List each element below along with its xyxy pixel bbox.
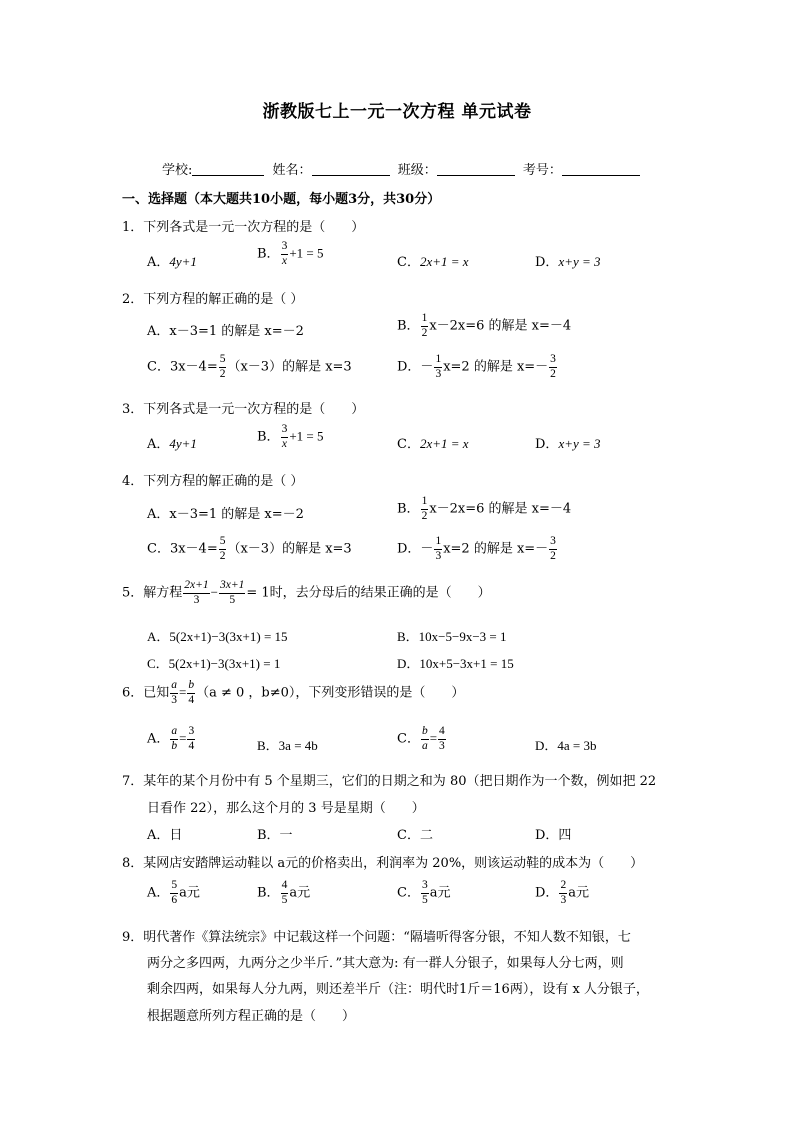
q4-option-d: D．－ $\frac{1}{3}$ x=2 的解是 x=－ $\frac{3}{2}$ [397, 535, 556, 562]
q8-option-c: C． $\frac{3}{5}$ a元 [397, 879, 451, 906]
question-9-line-4: 根据题意所列方程正确的是（ ） [147, 1009, 356, 1024]
exam-no-label: 考号： [522, 163, 562, 178]
q3-option-b: B． $\frac{3}{x}$ +1 = 5 [257, 423, 324, 450]
question-5-stem: 5．解方程 $\frac{2x+1}{3}$ − $\frac{3x+1}{5}$ = 1时，去分母后的结果正确的是（ ） [122, 579, 491, 606]
q6-option-b: B．3a = 4b [257, 738, 318, 753]
q1-option-b: B． $\frac{3}{x}$ +1 = 5 [257, 240, 324, 267]
question-7-line-1: 7．某年的某个月份中有 5 个星期三，它们的日期之和为 80（把日期作为一个数，例如把 22 [122, 774, 657, 789]
q7-option-d: D．四 [535, 828, 572, 843]
q8-option-d: D． $\frac{2}{3}$ a元 [535, 879, 589, 906]
question-8-stem: 8．某网店安踏牌运动鞋以 a元的价格卖出，利润率为 20%，则该运动鞋的成本为（ ） [122, 856, 644, 871]
q2-option-b: B． $\frac{1}{2}$ x－2x=6 的解是 x=－4 [397, 312, 572, 339]
question-1-stem: 1．下列各式是一元一次方程的是（ ） [122, 220, 365, 235]
question-9-line-3: 剩余四两，如果每人分九两，则还差半斤（注：明代时1斤＝16两），设有 x 人分银子， [147, 982, 649, 997]
section-heading: 一、选择题（本大题共10小题，每小题3分，共30分） [122, 192, 441, 207]
class-label: 班级： [397, 163, 437, 178]
q4-option-c: C．3x－4= $\frac{5}{2}$ （x－3）的解是 x=3 [147, 535, 352, 562]
q1-option-d: D．x+y = 3 [535, 254, 601, 270]
q3-option-d: D．x+y = 3 [535, 436, 601, 452]
name-blank[interactable] [312, 163, 390, 176]
question-3-stem: 3．下列各式是一元一次方程的是（ ） [122, 402, 365, 417]
q4-option-b: B． $\frac{1}{2}$ x－2x=6 的解是 x=－4 [397, 495, 572, 522]
q7-option-b: B．一 [257, 828, 293, 843]
q8-option-a: A． $\frac{5}{6}$ a元 [147, 879, 200, 906]
q3-option-c: C．2x+1 = x [397, 436, 469, 452]
question-4-stem: 4．下列方程的解正确的是（ ） [122, 474, 304, 489]
student-info-line [162, 159, 644, 178]
q2-option-a: A．x－3=1 的解是 x=－2 [147, 324, 304, 339]
school-blank[interactable] [192, 163, 264, 176]
q1-option-c: C．2x+1 = x [397, 254, 469, 270]
school-label: 学校: [162, 163, 193, 178]
q7-option-c: C．二 [397, 828, 433, 843]
q7-option-a: A．日 [147, 828, 183, 843]
question-2-stem: 2．下列方程的解正确的是（ ） [122, 292, 304, 307]
q2-option-c: C．3x－4= $\frac{5}{2}$ （x－3）的解是 x=3 [147, 353, 352, 380]
q1-option-a: A．4y+1 [147, 254, 197, 270]
question-9-line-2: 两分之多四两，九两分之少半斤．”其大意为: 有一群人分银子，如果每人分七两，则 [147, 956, 624, 971]
q5-option-a: A．5(2x+1)−3(3x+1) = 15 [147, 629, 288, 644]
q6-option-c: C． $\frac{b}{a}$ = $\frac{4}{3}$ [397, 725, 445, 752]
class-blank[interactable] [437, 163, 515, 176]
q3-option-a: A．4y+1 [147, 436, 197, 452]
q5-option-c: C．5(2x+1)−3(3x+1) = 1 [147, 656, 281, 671]
question-6-stem: 6．已知 $\frac{a}{3}$ = $\frac{b}{4}$ （a ≠ 0 ，b≠0），下列变形错误的是（ ） [122, 679, 465, 706]
name-label: 姓名： [272, 163, 312, 178]
q6-option-d: D．4a = 3b [535, 738, 597, 753]
question-9-line-1: 9．明代著作《算法统宗》中记载这样一个问题：“隔墙听得客分银，不知人数不知银，七 [122, 930, 631, 945]
q2-option-d: D．－ $\frac{1}{3}$ x=2 的解是 x=－ $\frac{3}{2}$ [397, 353, 556, 380]
page-title: 浙教版七上一元一次方程 单元试卷 [262, 102, 532, 122]
exam-no-blank[interactable] [562, 163, 640, 176]
q5-option-d: D．10x+5−3x+1 = 15 [397, 656, 514, 671]
q4-option-a: A．x－3=1 的解是 x=－2 [147, 507, 304, 522]
q5-option-b: B．10x−5−9x−3 = 1 [397, 629, 507, 644]
question-7-line-2: 日看作 22），那么这个月的 3 号是星期（ ） [147, 801, 425, 816]
q6-option-a: A． $\frac{a}{b}$ = $\frac{3}{4}$ [147, 725, 195, 752]
q8-option-b: B． $\frac{4}{5}$ a元 [257, 879, 311, 906]
